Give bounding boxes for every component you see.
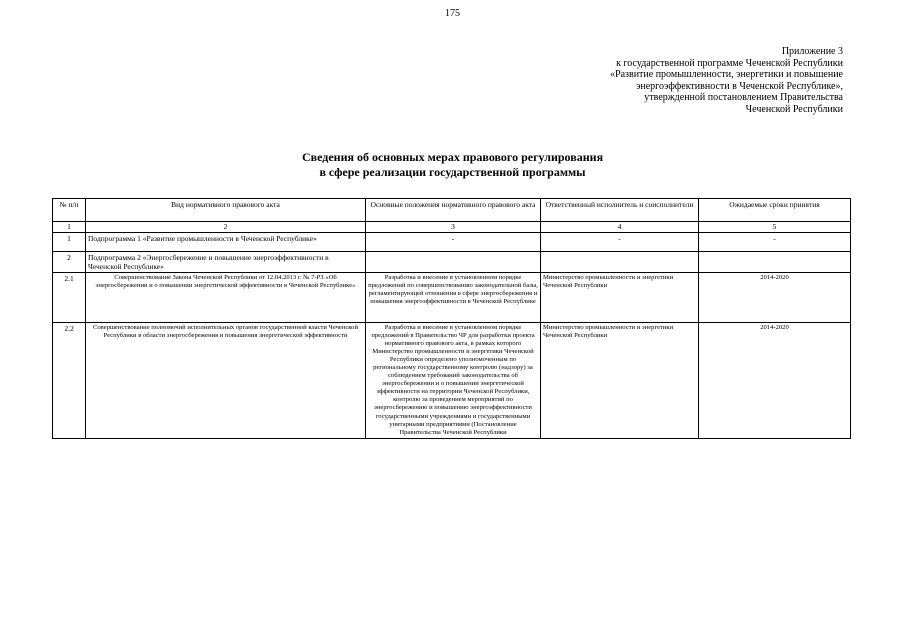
table-header-row [53, 199, 851, 222]
column-number-cell: 2 [86, 222, 366, 233]
document-title-line: Сведения об основных мерах правового регулирования [301, 150, 604, 164]
table-row [53, 273, 851, 323]
legal-measures-table [52, 198, 851, 439]
table-row [53, 233, 851, 252]
document-title-line: в сфере реализации государственной программы [319, 164, 586, 179]
column-number-cell: 1 [53, 222, 86, 233]
row-number: 2 [53, 252, 86, 273]
column-number-cell: 3 [366, 222, 541, 233]
row-provisions: - [366, 233, 541, 252]
row-provisions [366, 252, 541, 273]
row-terms: 2014-2020 [699, 273, 851, 323]
appendix-line: энергоэффективности в Чеченской Республике», [636, 80, 843, 92]
header-cell-executor: Ответственный исполнитель и соисполнители [541, 199, 699, 222]
row-number: 2.2 [53, 323, 86, 439]
page-number: 175 [445, 8, 460, 19]
appendix-line: Чеченской Республики [745, 103, 843, 115]
appendix-line: к государственной программе Чеченской Республики [616, 57, 843, 69]
row-terms: 2014-2020 [699, 323, 851, 439]
row-executor [541, 252, 699, 273]
document-title [0, 150, 905, 179]
row-number: 2.1 [53, 273, 86, 323]
appendix-line: Приложение 3 [781, 46, 843, 57]
table-row [53, 323, 851, 439]
column-number-cell: 4 [541, 222, 699, 233]
row-provisions: Разработка и внесение в установленном порядке предложений в Правительство ЧР для разработки проекта нормативного правового акта, в рамках которого Министерство промышленности и энергетики Чеченской Республики определено уполномоченным по региональному государственному контролю (надзору) за соблюдением требований законодательства об энергосбережении и о повышении энергетической эффективности на территории Чеченской Республики, контролю за проведением мероприятий по энергосбережению и повышению энергоэффективности государственными учреждениями и государственными унитарными предприятиями (Постановление Правительства Чеченской Республики [366, 323, 541, 439]
column-number-cell: 5 [699, 222, 851, 233]
table-row [53, 252, 851, 273]
row-act-type: Подпрограмма 2 «Энергосбережение и повышение энергоэффективности в Чеченской Республике» [86, 252, 366, 273]
header-cell-provisions: Основные положения нормативного правового акта [366, 199, 541, 222]
header-cell-act-type: Вид нормативного правового акта [86, 199, 366, 222]
row-terms [699, 252, 851, 273]
appendix-line: утвержденной постановлением Правительства [644, 92, 843, 103]
row-act-type: Совершенствование Закона Чеченской Республики от 12.04.2013 г. № 7-РЗ «Об энергосбережении и о повышении энергетической эффективности в Чеченской Республике» [86, 273, 366, 323]
row-act-type: Подпрограмма 1 «Развитие промышленности в Чеченской Республике» [86, 233, 366, 252]
row-number: 1 [53, 233, 86, 252]
row-executor: Министерство промышленности и энергетики Чеченской Республики [541, 273, 699, 323]
appendix-line: «Развитие промышленности, энергетики и повышение [610, 69, 843, 80]
row-executor: Министерство промышленности и энергетики Чеченской Республики [541, 323, 699, 439]
row-act-type: Совершенствование полномочий исполнительных органов государственной власти Чеченской Республики в области энергосбережения и повышения энергетической эффективности [86, 323, 366, 439]
row-executor: - [541, 233, 699, 252]
row-terms: - [699, 233, 851, 252]
column-number-row [53, 222, 851, 233]
row-provisions: Разработка и внесение в установленном порядке предложений по совершенствованию законодательной базы, регламентирующей отношения в сфере энергосбережения и повышения энергоэффективности в Чеченской Республике [366, 273, 541, 323]
header-cell-terms: Ожидаемые сроки принятия [699, 199, 851, 222]
header-cell-number: № п/п [53, 199, 86, 222]
appendix-note [610, 46, 843, 115]
